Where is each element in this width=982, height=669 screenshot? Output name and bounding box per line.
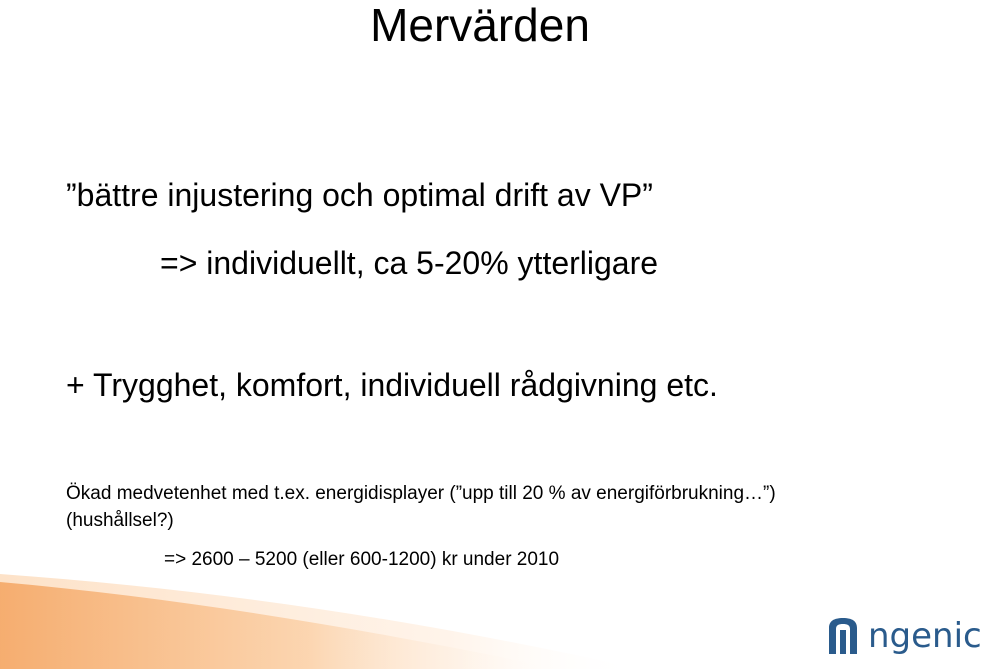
slide-title: Mervärden: [370, 0, 590, 51]
ngenic-logo: [826, 614, 982, 658]
bullet-line-6: => 2600 – 5200 (eller 600-1200) kr under 2010: [164, 549, 560, 570]
bullet-line-5: (hushållsel?): [66, 510, 174, 531]
bullet-line-4: Ökad medvetenhet med t.ex. energidisplayer (”upp till 20 % av energiförbrukning…”): [66, 483, 776, 504]
decorative-swoosh: [0, 560, 960, 669]
logo-wordmark: ngenic: [868, 616, 982, 656]
bullet-line-1: ”bättre injustering och optimal drift av VP”: [66, 177, 653, 213]
ngenic-logo-icon: [826, 616, 860, 656]
bullet-line-3: + Trygghet, komfort, individuell rådgivning etc.: [66, 367, 718, 403]
bullet-line-2: => individuellt, ca 5-20% ytterligare: [160, 245, 659, 281]
